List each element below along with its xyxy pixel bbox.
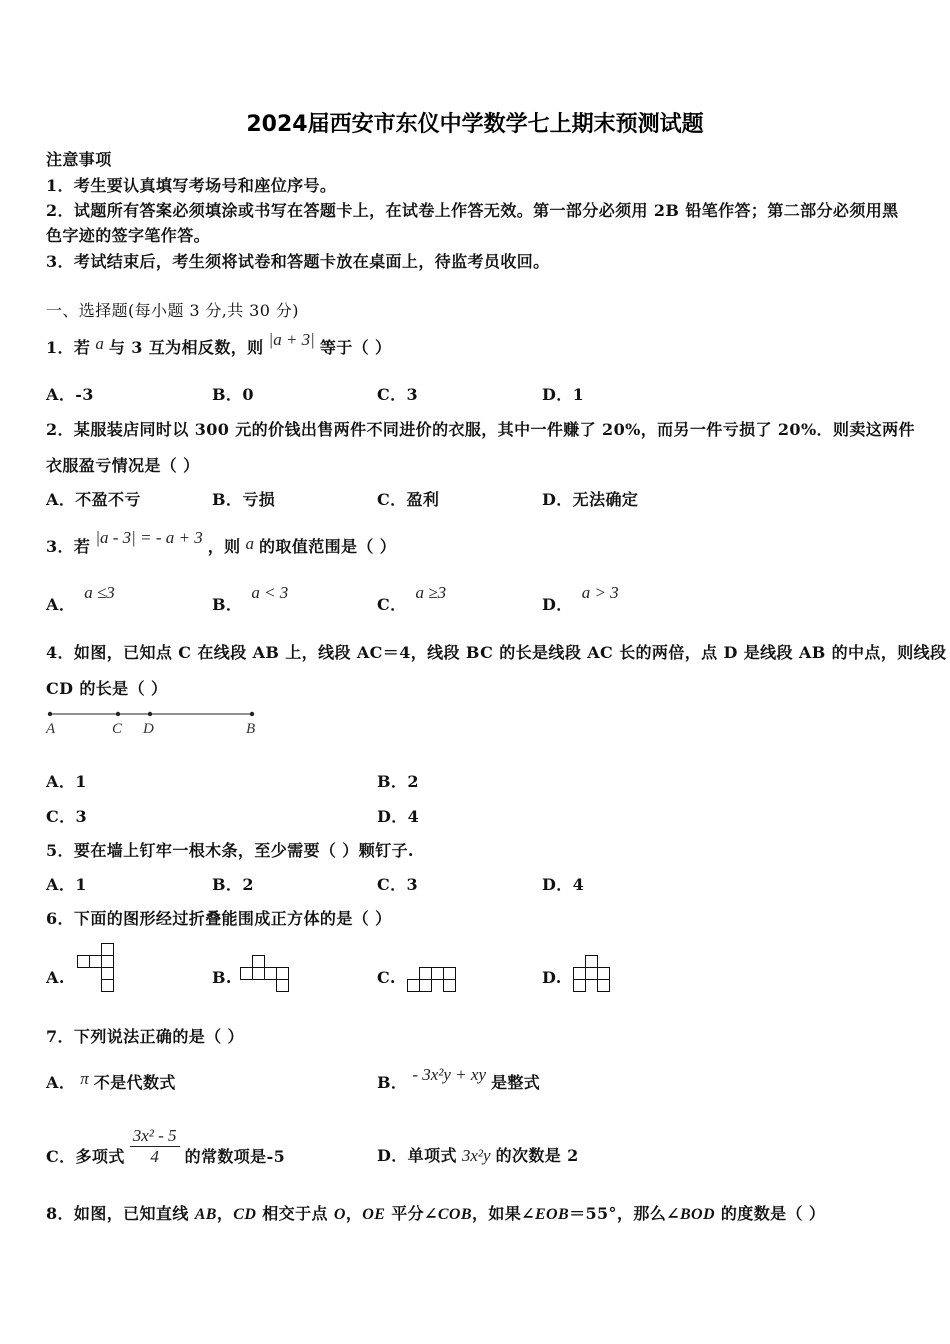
q6-option-a: A. — [46, 968, 65, 987]
net-cell — [241, 968, 253, 980]
q7-option-b-label: B． — [377, 1073, 408, 1092]
q8-text: 的度数是（ ） — [714, 1204, 826, 1223]
q1-expression: |a + 3| — [268, 330, 315, 349]
q6-options — [0, 968, 950, 988]
q7-option-d-expr: 3x²y — [461, 1146, 491, 1165]
q2-option-a: A．不盈不亏 — [46, 490, 141, 509]
net-cell — [102, 944, 114, 956]
cube-net-a — [77, 943, 115, 993]
question-2-continued: 衣服盈亏情况是（ ） — [46, 456, 200, 475]
q1-text-after: 等于（ ） — [319, 338, 392, 357]
q7-option-d-text: 的次数是 2 — [495, 1146, 579, 1165]
q4-options-row-2 — [0, 807, 950, 827]
q3-option-b-label: B． — [212, 595, 243, 614]
q4-option-c: C．3 — [46, 807, 88, 826]
q8-line-cd: CD — [233, 1206, 257, 1223]
q7-option-d-label: D．单项式 — [377, 1146, 457, 1165]
notice-item-2: 2．试题所有答案必须填涂或书写在答题卡上，在试卷上作答无效。第一部分必须用 2B 铅笔作答；第二部分必须用黑 — [46, 201, 899, 220]
notice-item-1: 1．考生要认真填写考场号和座位序号。 — [46, 176, 337, 195]
q3-option-c-expr: a ≥3 — [415, 583, 447, 602]
q4-option-d: D．4 — [377, 807, 420, 826]
point-d-label: D — [143, 721, 154, 737]
net-cell — [102, 980, 114, 992]
q3-option-c — [377, 583, 447, 615]
q8-text: ， — [216, 1204, 234, 1223]
net-cell — [598, 980, 610, 992]
cube-net-d — [573, 955, 611, 993]
notice-item-2-continued: 色字迹的签字笔作答。 — [46, 226, 211, 245]
net-cell — [574, 980, 586, 992]
notice-heading: 注意事项 — [46, 150, 112, 169]
net-cell — [586, 956, 598, 968]
net-cell — [102, 968, 114, 980]
question-3 — [46, 528, 397, 557]
q3-option-b-expr: a < 3 — [251, 583, 289, 602]
q7-option-a-text: 不是代数式 — [93, 1073, 176, 1092]
q8-angle-eob: EOB — [534, 1206, 570, 1223]
question-5: 5．要在墙上钉牢一根木条，至少需要（ ）颗钉子. — [46, 841, 414, 860]
q4-options-row-1 — [0, 772, 950, 792]
q3-text-mid: ，则 — [207, 537, 241, 556]
net-cell — [586, 968, 598, 980]
q5-option-b: B．2 — [212, 875, 254, 894]
q2-option-d: D．无法确定 — [542, 490, 639, 509]
net-cell — [408, 980, 420, 992]
q5-options — [0, 875, 950, 895]
point-c-dot — [116, 712, 120, 716]
section-heading: 一、选择题(每小题 3 分,共 30 分) — [46, 301, 299, 320]
cube-net-b — [240, 955, 290, 993]
net-cell — [277, 980, 289, 992]
q1-option-a: A．-3 — [46, 385, 94, 404]
q8-text: 相交于点 — [256, 1204, 334, 1223]
q8-angle-cob: COB — [437, 1206, 472, 1223]
question-4-continued: CD 的长是（ ） — [46, 679, 168, 698]
q3-variable: a — [245, 534, 255, 553]
exam-title: 2024届西安市东仪中学数学七上期末预测试题 — [246, 112, 704, 137]
question-4: 4．如图，已知点 C 在线段 AB 上，线段 AC＝4，线段 BC 的长是线段 AC 长的两倍，点 D 是线段 AB 的中点，则线段 — [46, 643, 947, 662]
net-cell — [598, 968, 610, 980]
net-cell — [253, 956, 265, 968]
net-cell — [432, 968, 444, 980]
q1-text-mid: 与 3 互为相反数，则 — [108, 338, 264, 357]
q8-line-ab: AB — [194, 1206, 217, 1223]
q7-options-row-1 — [0, 1065, 950, 1093]
q8-text: ， — [345, 1204, 363, 1223]
q4-option-a: A．1 — [46, 772, 87, 791]
q8-ray-oe: OE — [362, 1206, 386, 1223]
point-b-label: B — [246, 721, 256, 737]
q3-option-b — [212, 583, 289, 615]
question-6: 6．下面的图形经过折叠能围成正方体的是（ ） — [46, 909, 392, 928]
q8-text: ，如果∠ — [471, 1204, 535, 1223]
q5-option-d: D．4 — [542, 875, 585, 894]
net-cell — [574, 968, 586, 980]
q3-option-d-label: D． — [542, 595, 573, 614]
q6-option-b: B. — [212, 968, 232, 987]
q3-option-d — [542, 583, 619, 615]
point-a-dot — [48, 712, 52, 716]
q7-option-a-expr: π — [80, 1069, 89, 1088]
net-cell — [265, 968, 277, 980]
q1-variable: a — [95, 334, 104, 353]
q7-option-c — [46, 1125, 285, 1167]
q3-option-c-label: C． — [377, 595, 407, 614]
notice-item-3: 3．考试结束后，考生须将试卷和答题卡放在桌面上，待监考员收回。 — [46, 252, 550, 271]
q3-text-after: 的取值范围是（ ） — [259, 537, 397, 556]
q7-option-b-expr: - 3x²y + xy — [412, 1065, 486, 1084]
q7-option-c-label: C．多项式 — [46, 1147, 125, 1166]
net-cell — [78, 956, 90, 968]
q3-expression: |a - 3| = - a + 3 — [95, 528, 203, 547]
net-cell — [444, 980, 456, 992]
q4-option-b: B．2 — [377, 772, 419, 791]
q7-option-d — [377, 1146, 579, 1166]
q3-option-a-expr: a ≤3 — [84, 583, 115, 602]
q6-option-d: D. — [542, 968, 562, 987]
net-cell — [444, 968, 456, 980]
cube-net-c — [407, 967, 457, 993]
point-c-label: C — [112, 721, 123, 737]
point-a-label: A — [46, 721, 56, 737]
q2-option-b: B．亏损 — [212, 490, 276, 509]
question-1 — [46, 330, 392, 358]
q2-options — [0, 490, 950, 510]
question-8 — [46, 1204, 825, 1225]
q8-angle-bod: BOD — [679, 1206, 715, 1223]
q7-option-a — [46, 1069, 176, 1093]
q3-options — [0, 583, 950, 615]
fraction-denominator: 4 — [150, 1147, 159, 1166]
q6-option-c: C. — [377, 968, 396, 987]
q3-option-d-expr: a > 3 — [581, 583, 619, 602]
q5-option-c: C．3 — [377, 875, 419, 894]
q7-option-b — [377, 1065, 541, 1093]
point-d-dot — [148, 712, 152, 716]
q7-option-c-fraction — [130, 1126, 180, 1167]
q1-option-d: D．1 — [542, 385, 585, 404]
q1-text-before: 1．若 — [46, 338, 91, 357]
fraction-numerator: 3x² - 5 — [130, 1126, 180, 1147]
net-cell — [420, 980, 432, 992]
net-cell — [102, 956, 114, 968]
q8-text: 平分∠ — [385, 1204, 438, 1223]
q7-option-c-text: 的常数项是-5 — [184, 1147, 286, 1166]
q1-option-c: C．3 — [377, 385, 419, 404]
q8-text: 8．如图，已知直线 — [46, 1204, 195, 1223]
q3-option-a-label: A． — [46, 595, 76, 614]
q1-option-b: B．0 — [212, 385, 254, 404]
q3-option-a — [46, 583, 115, 615]
net-cell — [90, 956, 102, 968]
question-2: 2．某服装店同时以 300 元的价钱出售两件不同进价的衣服，其中一件赚了 20%，而另一件亏损了 20%．则卖这两件 — [46, 420, 915, 439]
net-cell — [420, 968, 432, 980]
q7-option-b-text: 是整式 — [491, 1073, 541, 1092]
segment-figure — [44, 704, 264, 736]
question-7: 7．下列说法正确的是（ ） — [46, 1027, 244, 1046]
net-cell — [277, 968, 289, 980]
q7-option-a-label: A． — [46, 1073, 76, 1092]
point-b-dot — [250, 712, 254, 716]
q2-option-c: C．盈利 — [377, 490, 440, 509]
q8-point-o: O — [333, 1206, 346, 1223]
net-cell — [253, 968, 265, 980]
q8-text: ＝55°，那么∠ — [569, 1204, 680, 1223]
q1-options — [0, 385, 950, 405]
q3-text-before: 3．若 — [46, 537, 91, 556]
q5-option-a: A．1 — [46, 875, 87, 894]
